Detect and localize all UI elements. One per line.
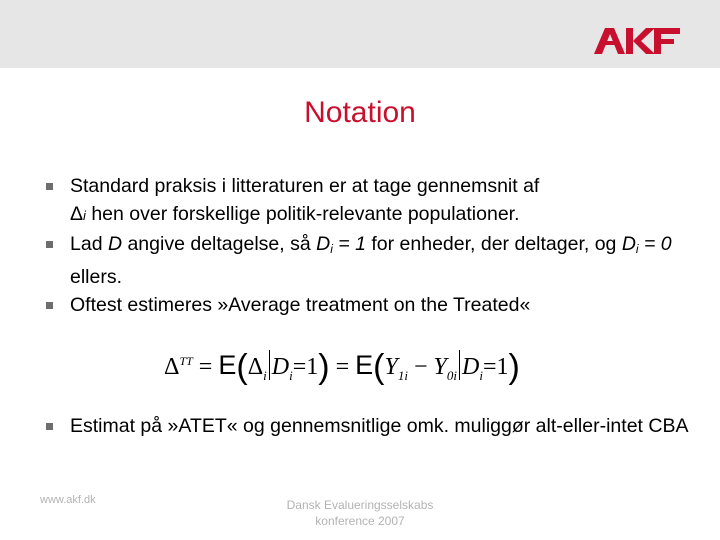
akf-logo xyxy=(594,28,684,54)
att-formula: $\Delta^{TT} = E(\Delta_i$ $D_i=1) = E(Y_{1i} - Y_{0i}$ $D_i=1$) xyxy=(164,348,520,386)
square-bullet-icon xyxy=(46,412,56,440)
bullet-item: Standard praksis i litteraturen er at tage gennemsnit af Δi hen over forskellige politik-relevante populationer. xyxy=(46,172,686,230)
square-bullet-icon xyxy=(46,230,56,258)
footer-url: www.akf.dk xyxy=(40,494,96,506)
square-bullet-icon xyxy=(46,172,56,200)
slide-title: Notation xyxy=(304,96,416,129)
bullet-item: Oftest estimeres »Average treatment on the Treated« xyxy=(46,291,686,319)
bullet-item: Estimat på »ATET« og gennemsnitlige omk. muliggør alt-eller-intet CBA xyxy=(46,412,710,440)
square-bullet-icon xyxy=(46,291,56,319)
footer-conference: Dansk Evalueringsselskabs konference 2007 xyxy=(286,498,434,528)
bullet-list xyxy=(46,172,686,319)
bullet-item: Lad D angive deltagelse, så Di = 1 for enheder, der deltager, og Di = 0 ellers. xyxy=(46,230,686,291)
